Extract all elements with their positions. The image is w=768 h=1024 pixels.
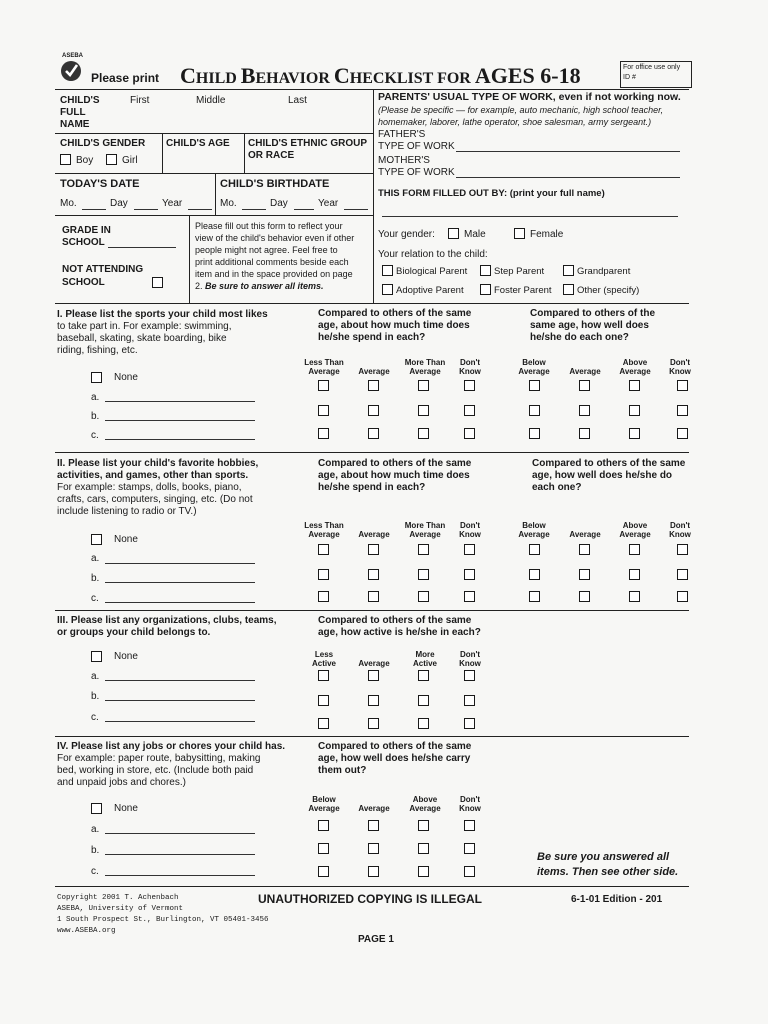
s2-row-c-col-1-checkbox[interactable] bbox=[318, 591, 329, 602]
birth-day: Day bbox=[270, 198, 288, 209]
s2-row-a-col-2-checkbox[interactable] bbox=[368, 544, 379, 555]
adoptive-parent-label: Adoptive Parent bbox=[396, 285, 464, 296]
s2-row-c-col-6-checkbox[interactable] bbox=[579, 591, 590, 602]
s3-b-label: b. bbox=[91, 691, 100, 702]
s3-none-checkbox[interactable] bbox=[91, 651, 102, 662]
filled-out-by-label: THIS FORM FILLED OUT BY: (print your full name) bbox=[378, 188, 605, 199]
s1-row-c-col-1-checkbox[interactable] bbox=[318, 428, 329, 439]
s1-a-field[interactable] bbox=[105, 401, 255, 402]
male-checkbox[interactable] bbox=[448, 228, 459, 239]
s1-col-dont-know-2: Don't Know bbox=[669, 358, 691, 376]
section2-skill-question: Compared to others of the same age, how well does he/she do each one? bbox=[532, 458, 686, 493]
step-parent-checkbox[interactable] bbox=[480, 265, 491, 276]
parents-work-heading: PARENTS' USUAL TYPE OF WORK, even if not working now. bbox=[378, 91, 681, 103]
fathers-work-field[interactable] bbox=[456, 151, 680, 152]
s4-row-a-col-1-checkbox[interactable] bbox=[318, 820, 329, 831]
page-number: PAGE 1 bbox=[358, 934, 394, 945]
s1-col-below: Below Average bbox=[518, 358, 550, 376]
s1-row-b-col-5-checkbox[interactable] bbox=[529, 405, 540, 416]
s1-row-b-col-2-checkbox[interactable] bbox=[368, 405, 379, 416]
s3-row-b-col-1-checkbox[interactable] bbox=[318, 695, 329, 706]
todays-year: Year bbox=[162, 198, 183, 209]
rule bbox=[373, 89, 374, 303]
grade-label: GRADE IN bbox=[62, 225, 111, 236]
s2-c-label: c. bbox=[91, 593, 99, 604]
s1-row-b-col-8-checkbox[interactable] bbox=[677, 405, 688, 416]
s1-row-a-col-6-checkbox[interactable] bbox=[579, 380, 590, 391]
s1-b-field[interactable] bbox=[105, 420, 255, 421]
s3-b-field[interactable] bbox=[105, 700, 255, 701]
s2-col-dont-know: Don't Know bbox=[459, 521, 481, 539]
s3-row-c-col-1-checkbox[interactable] bbox=[318, 718, 329, 729]
not-attending-label: NOT ATTENDING bbox=[62, 264, 144, 275]
adoptive-parent-checkbox[interactable] bbox=[382, 284, 393, 295]
s2-col-average-2: Average bbox=[569, 530, 601, 539]
s4-row-b-col-3-checkbox[interactable] bbox=[418, 843, 429, 854]
s3-row-a-col-2-checkbox[interactable] bbox=[368, 670, 379, 681]
girl-label: Girl bbox=[122, 155, 138, 166]
rule bbox=[55, 452, 689, 453]
boy-label: Boy bbox=[76, 155, 94, 166]
s3-col-more-active: More Active bbox=[412, 650, 437, 668]
grade-field[interactable] bbox=[108, 247, 176, 248]
instructions-line: item and in the space provided on page bbox=[195, 269, 353, 279]
birth-year: Year bbox=[318, 198, 339, 209]
edition-label: 6-1-01 Edition - 201 bbox=[571, 894, 663, 905]
s1-col-average-2: Average bbox=[569, 367, 601, 376]
birthdate-label: CHILD'S BIRTHDATE bbox=[220, 178, 330, 190]
s4-c-label: c. bbox=[91, 866, 99, 877]
rule bbox=[215, 173, 216, 215]
birth-year-field[interactable] bbox=[344, 209, 368, 210]
s1-row-b-col-6-checkbox[interactable] bbox=[579, 405, 590, 416]
middle-label: Middle bbox=[196, 95, 226, 106]
s2-col-above: Above Average bbox=[619, 521, 651, 539]
s3-row-b-col-3-checkbox[interactable] bbox=[418, 695, 429, 706]
fathers-label: FATHER'S bbox=[378, 129, 426, 140]
filled-out-by-field[interactable] bbox=[382, 216, 678, 217]
s1-row-a-col-4-checkbox[interactable] bbox=[464, 380, 475, 391]
todays-day: Day bbox=[110, 198, 128, 209]
name-label: NAME bbox=[60, 119, 90, 130]
s1-row-c-col-5-checkbox[interactable] bbox=[529, 428, 540, 439]
section1-skill-question: Compared to others of the same age, how well does he/she do each one? bbox=[530, 308, 656, 343]
s1-row-b-col-7-checkbox[interactable] bbox=[629, 405, 640, 416]
s2-row-c-col-7-checkbox[interactable] bbox=[629, 591, 640, 602]
s4-a-field[interactable] bbox=[105, 833, 255, 834]
aseba-logo bbox=[58, 53, 84, 82]
s2-row-a-col-7-checkbox[interactable] bbox=[629, 544, 640, 555]
section3-heading: III. Please list any organizations, clubs, teams, or groups your child belongs to. bbox=[57, 615, 277, 638]
your-gender-label: Your gender: bbox=[378, 229, 435, 240]
id-label: ID # bbox=[623, 74, 636, 81]
rule bbox=[55, 610, 689, 611]
s4-row-a-col-2-checkbox[interactable] bbox=[368, 820, 379, 831]
instructions-line: print additional comments beside each bbox=[195, 257, 349, 267]
s1-row-a-col-1-checkbox[interactable] bbox=[318, 380, 329, 391]
s2-row-b-col-3-checkbox[interactable] bbox=[418, 569, 429, 580]
s3-none-label: None bbox=[114, 651, 138, 662]
s2-col-below: Below Average bbox=[518, 521, 550, 539]
s2-row-c-col-2-checkbox[interactable] bbox=[368, 591, 379, 602]
s2-row-b-col-6-checkbox[interactable] bbox=[579, 569, 590, 580]
s1-row-c-col-2-checkbox[interactable] bbox=[368, 428, 379, 439]
specific-note-2: homemaker, laborer, lathe operator, shoe salesman, army sergeant.) bbox=[378, 117, 652, 127]
s1-row-b-col-3-checkbox[interactable] bbox=[418, 405, 429, 416]
foster-parent-label: Foster Parent bbox=[494, 285, 552, 296]
todays-mo: Mo. bbox=[60, 198, 77, 209]
mothers-label: MOTHER'S bbox=[378, 155, 430, 166]
mothers-type-label: TYPE OF WORK bbox=[378, 167, 455, 178]
s2-c-field[interactable] bbox=[105, 602, 255, 603]
s1-row-c-col-6-checkbox[interactable] bbox=[579, 428, 590, 439]
birth-mo-field[interactable] bbox=[242, 209, 266, 210]
section2-time-question: Compared to others of the same age, about how much time does he/she spend in each? bbox=[318, 458, 472, 493]
s2-row-c-col-5-checkbox[interactable] bbox=[529, 591, 540, 602]
rule bbox=[244, 133, 245, 173]
rule bbox=[189, 215, 190, 303]
s3-row-a-col-4-checkbox[interactable] bbox=[464, 670, 475, 681]
s2-col-dont-know-2: Don't Know bbox=[669, 521, 691, 539]
unauthorized-notice: UNAUTHORIZED COPYING IS ILLEGAL bbox=[258, 892, 483, 906]
s2-a-field[interactable] bbox=[105, 563, 255, 564]
rule bbox=[55, 215, 373, 216]
s4-b-field[interactable] bbox=[105, 854, 255, 855]
not-attending-checkbox[interactable] bbox=[152, 277, 163, 288]
s4-col-average: Average bbox=[358, 804, 390, 813]
s3-c-field[interactable] bbox=[105, 721, 255, 722]
rule bbox=[55, 736, 689, 737]
s2-row-a-col-6-checkbox[interactable] bbox=[579, 544, 590, 555]
s3-row-c-col-3-checkbox[interactable] bbox=[418, 718, 429, 729]
s1-row-c-col-7-checkbox[interactable] bbox=[629, 428, 640, 439]
s4-row-b-col-4-checkbox[interactable] bbox=[464, 843, 475, 854]
girl-checkbox[interactable] bbox=[106, 154, 117, 165]
s2-b-label: b. bbox=[91, 573, 100, 584]
s2-row-a-col-4-checkbox[interactable] bbox=[464, 544, 475, 555]
full-label: FULL bbox=[60, 107, 86, 118]
not-attending-label-2: SCHOOL bbox=[62, 277, 105, 288]
form-title: CHILD BEHAVIOR CHECKLIST FOR AGES 6-18 bbox=[180, 63, 581, 88]
section4-question: Compared to others of the same age, how well does he/she carry them out? bbox=[318, 741, 472, 776]
section1-time-question: Compared to others of the same age, about how much time does he/she spend in each? bbox=[318, 308, 472, 343]
biological-parent-checkbox[interactable] bbox=[382, 265, 393, 276]
todays-date-label: TODAY'S DATE bbox=[60, 178, 140, 190]
female-label: Female bbox=[530, 229, 564, 240]
s2-row-b-col-1-checkbox[interactable] bbox=[318, 569, 329, 580]
female-checkbox[interactable] bbox=[514, 228, 525, 239]
answer-all-reminder: Be sure you answered all items. Then see other side. bbox=[537, 851, 679, 878]
s3-row-b-col-4-checkbox[interactable] bbox=[464, 695, 475, 706]
section4-heading: IV. Please list any jobs or chores your child has. For example: paper route, babysitting, making bed, working in store, etc. (Include both paid and unpaid jobs and chores.) bbox=[57, 741, 286, 788]
todays-mo-field[interactable] bbox=[82, 209, 106, 210]
s2-col-average: Average bbox=[358, 530, 390, 539]
please-print: Please print bbox=[91, 71, 160, 85]
s1-none-checkbox[interactable] bbox=[91, 372, 102, 383]
first-label: First bbox=[130, 95, 150, 106]
s2-row-b-col-2-checkbox[interactable] bbox=[368, 569, 379, 580]
office-use-label: For office use only bbox=[623, 64, 681, 71]
mothers-work-field[interactable] bbox=[456, 177, 680, 178]
s1-none-label: None bbox=[114, 372, 138, 383]
s2-a-label: a. bbox=[91, 553, 100, 564]
instructions-line: Please fill out this form to reflect your bbox=[195, 221, 343, 231]
s4-a-label: a. bbox=[91, 824, 100, 835]
s2-row-a-col-5-checkbox[interactable] bbox=[529, 544, 540, 555]
s2-col-less-than: Less Than Average bbox=[304, 521, 344, 539]
s1-c-field[interactable] bbox=[105, 439, 255, 440]
s1-col-above: Above Average bbox=[619, 358, 651, 376]
s3-col-average: Average bbox=[358, 659, 390, 668]
s2-row-c-col-3-checkbox[interactable] bbox=[418, 591, 429, 602]
birth-day-field[interactable] bbox=[294, 209, 314, 210]
s1-a-label: a. bbox=[91, 392, 100, 403]
s3-row-a-col-3-checkbox[interactable] bbox=[418, 670, 429, 681]
instructions-line: view of the child's behavior even if other bbox=[195, 233, 355, 243]
s1-b-label: b. bbox=[91, 411, 100, 422]
s2-row-b-col-8-checkbox[interactable] bbox=[677, 569, 688, 580]
rule bbox=[162, 133, 163, 173]
s3-col-dont-know: Don't Know bbox=[459, 650, 481, 668]
ethnic-label: CHILD'S ETHNIC GROUP bbox=[248, 138, 368, 149]
s4-none-label: None bbox=[114, 803, 138, 814]
s4-col-above: Above Average bbox=[409, 795, 441, 813]
s2-col-more-than: More Than Average bbox=[404, 521, 446, 539]
s2-row-c-col-4-checkbox[interactable] bbox=[464, 591, 475, 602]
s4-row-c-col-2-checkbox[interactable] bbox=[368, 866, 379, 877]
s4-row-c-col-3-checkbox[interactable] bbox=[418, 866, 429, 877]
grandparent-label: Grandparent bbox=[577, 266, 631, 277]
s3-row-c-col-4-checkbox[interactable] bbox=[464, 718, 475, 729]
s1-row-b-col-1-checkbox[interactable] bbox=[318, 405, 329, 416]
grade-label-2: SCHOOL bbox=[62, 237, 105, 248]
s1-row-b-col-4-checkbox[interactable] bbox=[464, 405, 475, 416]
s1-row-a-col-5-checkbox[interactable] bbox=[529, 380, 540, 391]
section3-question: Compared to others of the same age, how active is he/she in each? bbox=[318, 615, 481, 638]
ethnic-label-2: OR RACE bbox=[248, 150, 295, 161]
rule bbox=[55, 886, 689, 887]
logo-text: ASEBA bbox=[62, 53, 84, 59]
child-name-field[interactable] bbox=[110, 108, 368, 130]
s3-row-c-col-2-checkbox[interactable] bbox=[368, 718, 379, 729]
s4-row-a-col-4-checkbox[interactable] bbox=[464, 820, 475, 831]
step-parent-label: Step Parent bbox=[494, 266, 545, 277]
s4-row-c-col-4-checkbox[interactable] bbox=[464, 866, 475, 877]
s2-row-a-col-3-checkbox[interactable] bbox=[418, 544, 429, 555]
s1-col-average: Average bbox=[358, 367, 390, 376]
s2-row-b-col-7-checkbox[interactable] bbox=[629, 569, 640, 580]
todays-day-field[interactable] bbox=[134, 209, 158, 210]
your-relation-label: Your relation to the child: bbox=[378, 249, 488, 260]
office-use-box[interactable] bbox=[620, 61, 692, 88]
s3-a-label: a. bbox=[91, 671, 100, 682]
boy-checkbox[interactable] bbox=[60, 154, 71, 165]
foster-parent-checkbox[interactable] bbox=[480, 284, 491, 295]
other-relation-label: Other (specify) bbox=[577, 285, 640, 296]
s3-row-b-col-2-checkbox[interactable] bbox=[368, 695, 379, 706]
other-relation-checkbox[interactable] bbox=[563, 284, 574, 295]
rule bbox=[55, 173, 373, 174]
s1-row-c-col-3-checkbox[interactable] bbox=[418, 428, 429, 439]
s3-c-label: c. bbox=[91, 712, 99, 723]
instructions-line: people might not agree. Feel free to bbox=[195, 245, 338, 255]
s4-row-a-col-3-checkbox[interactable] bbox=[418, 820, 429, 831]
s2-none-label: None bbox=[114, 534, 138, 545]
s1-row-c-col-4-checkbox[interactable] bbox=[464, 428, 475, 439]
s3-row-a-col-1-checkbox[interactable] bbox=[318, 670, 329, 681]
s1-col-less-than: Less Than Average bbox=[304, 358, 344, 376]
rule bbox=[55, 133, 373, 134]
s2-row-a-col-1-checkbox[interactable] bbox=[318, 544, 329, 555]
s1-row-a-col-7-checkbox[interactable] bbox=[629, 380, 640, 391]
s4-col-dont-know: Don't Know bbox=[459, 795, 481, 813]
section1-heading: I. Please list the sports your child most likes to take part in. For example: swimming, baseball, skating, skate boarding, bike riding, fishing, etc. bbox=[57, 309, 268, 356]
s1-row-a-col-2-checkbox[interactable] bbox=[368, 380, 379, 391]
s2-b-field[interactable] bbox=[105, 582, 255, 583]
s4-c-field[interactable] bbox=[105, 875, 255, 876]
section2-heading: II. Please list your child's favorite hobbies, activities, and games, other than sports. For example: stamps, dolls, books, piano, crafts, cars, computers, singing, etc. (Do not include listening to radio or TV.) bbox=[57, 458, 259, 517]
s1-col-more-than: More Than Average bbox=[404, 358, 446, 376]
s1-col-dont-know: Don't Know bbox=[459, 358, 481, 376]
s1-row-a-col-8-checkbox[interactable] bbox=[677, 380, 688, 391]
instructions bbox=[195, 220, 354, 292]
s2-row-a-col-8-checkbox[interactable] bbox=[677, 544, 688, 555]
childs-label: CHILD'S bbox=[60, 95, 100, 106]
male-label: Male bbox=[464, 229, 486, 240]
s4-b-label: b. bbox=[91, 845, 100, 856]
biological-parent-label: Biological Parent bbox=[396, 266, 468, 277]
s4-col-below: Below Average bbox=[308, 795, 340, 813]
grandparent-checkbox[interactable] bbox=[563, 265, 574, 276]
rule bbox=[55, 303, 689, 304]
last-label: Last bbox=[288, 95, 307, 106]
s3-col-less-active: Less Active bbox=[311, 650, 336, 668]
s2-row-b-col-5-checkbox[interactable] bbox=[529, 569, 540, 580]
s1-row-a-col-3-checkbox[interactable] bbox=[418, 380, 429, 391]
s1-row-c-col-8-checkbox[interactable] bbox=[677, 428, 688, 439]
s4-none-checkbox[interactable] bbox=[91, 803, 102, 814]
fathers-type-label: TYPE OF WORK bbox=[378, 141, 455, 152]
specific-note: (Please be specific — for example, auto mechanic, high school teacher, bbox=[378, 105, 664, 115]
s4-row-b-col-1-checkbox[interactable] bbox=[318, 843, 329, 854]
s4-row-b-col-2-checkbox[interactable] bbox=[368, 843, 379, 854]
age-label: CHILD'S AGE bbox=[166, 138, 230, 149]
rule bbox=[55, 89, 689, 90]
todays-year-field[interactable] bbox=[188, 209, 212, 210]
birth-mo: Mo. bbox=[220, 198, 237, 209]
s4-row-c-col-1-checkbox[interactable] bbox=[318, 866, 329, 877]
checkmark-logo-icon bbox=[58, 56, 84, 82]
s2-row-b-col-4-checkbox[interactable] bbox=[464, 569, 475, 580]
gender-label: CHILD'S GENDER bbox=[60, 138, 146, 149]
s2-row-c-col-8-checkbox[interactable] bbox=[677, 591, 688, 602]
s1-c-label: c. bbox=[91, 430, 99, 441]
s2-none-checkbox[interactable] bbox=[91, 534, 102, 545]
instructions-line: 2. Be sure to answer all items. bbox=[195, 281, 324, 291]
s3-a-field[interactable] bbox=[105, 680, 255, 681]
copyright-block: Copyright 2001 T. Achenbach ASEBA, University of Vermont 1 South Prospect St., Burlington, VT 05401-3456 www.ASEBA.org bbox=[57, 894, 269, 935]
